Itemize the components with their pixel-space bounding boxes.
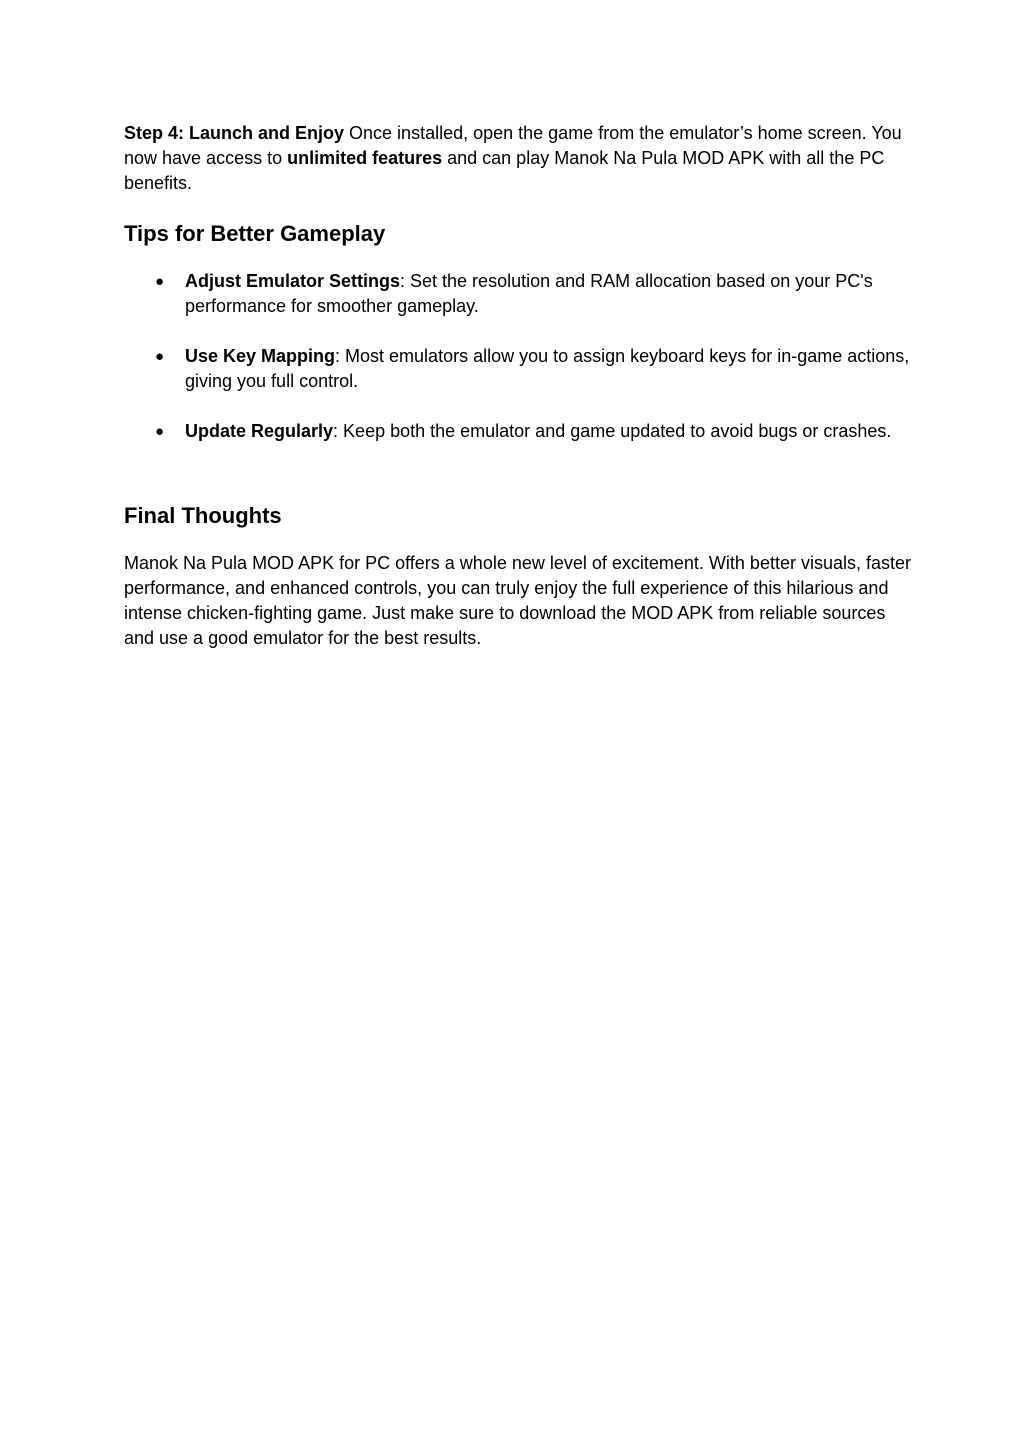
- bullet-icon: ●: [155, 273, 165, 290]
- step-4-title: Step 4: Launch and Enjoy: [124, 123, 345, 143]
- bullet-icon: ●: [155, 423, 165, 440]
- bullet-icon: ●: [155, 348, 165, 365]
- tip-title: Use Key Mapping: [185, 346, 336, 366]
- document-page: [124, 121, 914, 651]
- final-thoughts-paragraph: Manok Na Pula MOD APK for PC offers a whole new level of excitement. With better visuals, faster performance, and enhanced controls, you can truly enjoy the full experience of this hilarious and intense chicken-fighting game. Just make sure to download the MOD APK from reliable sources and use a good emulator for the best results.: [124, 553, 911, 648]
- step-4-paragraph: [124, 121, 914, 196]
- tip-item-key-mapping: [124, 344, 914, 394]
- step-4-text-1: Once installed, open the game from the emulator’s home screen. You now have access to: [124, 123, 902, 168]
- step-4-text-2: and can play Manok Na Pula MOD APK with all the PC benefits.: [124, 148, 885, 193]
- tip-text: : Keep both the emulator and game updated to avoid bugs or crashes.: [333, 421, 892, 441]
- tip-text: : Set the resolution and RAM allocation based on your PC's performance for smoother gameplay.: [185, 271, 873, 316]
- tips-list: [124, 269, 914, 444]
- tip-item-update-regularly: [124, 419, 914, 444]
- tip-title: Update Regularly: [185, 421, 334, 441]
- final-thoughts-heading: Final Thoughts: [124, 503, 282, 528]
- tip-text: : Most emulators allow you to assign keyboard keys for in-game actions, giving you full control.: [185, 346, 910, 391]
- tips-heading: Tips for Better Gameplay: [124, 221, 386, 246]
- step-4-bold-text: unlimited features: [287, 148, 443, 168]
- tip-item-emulator-settings: [124, 269, 914, 319]
- tip-title: Adjust Emulator Settings: [185, 271, 401, 291]
